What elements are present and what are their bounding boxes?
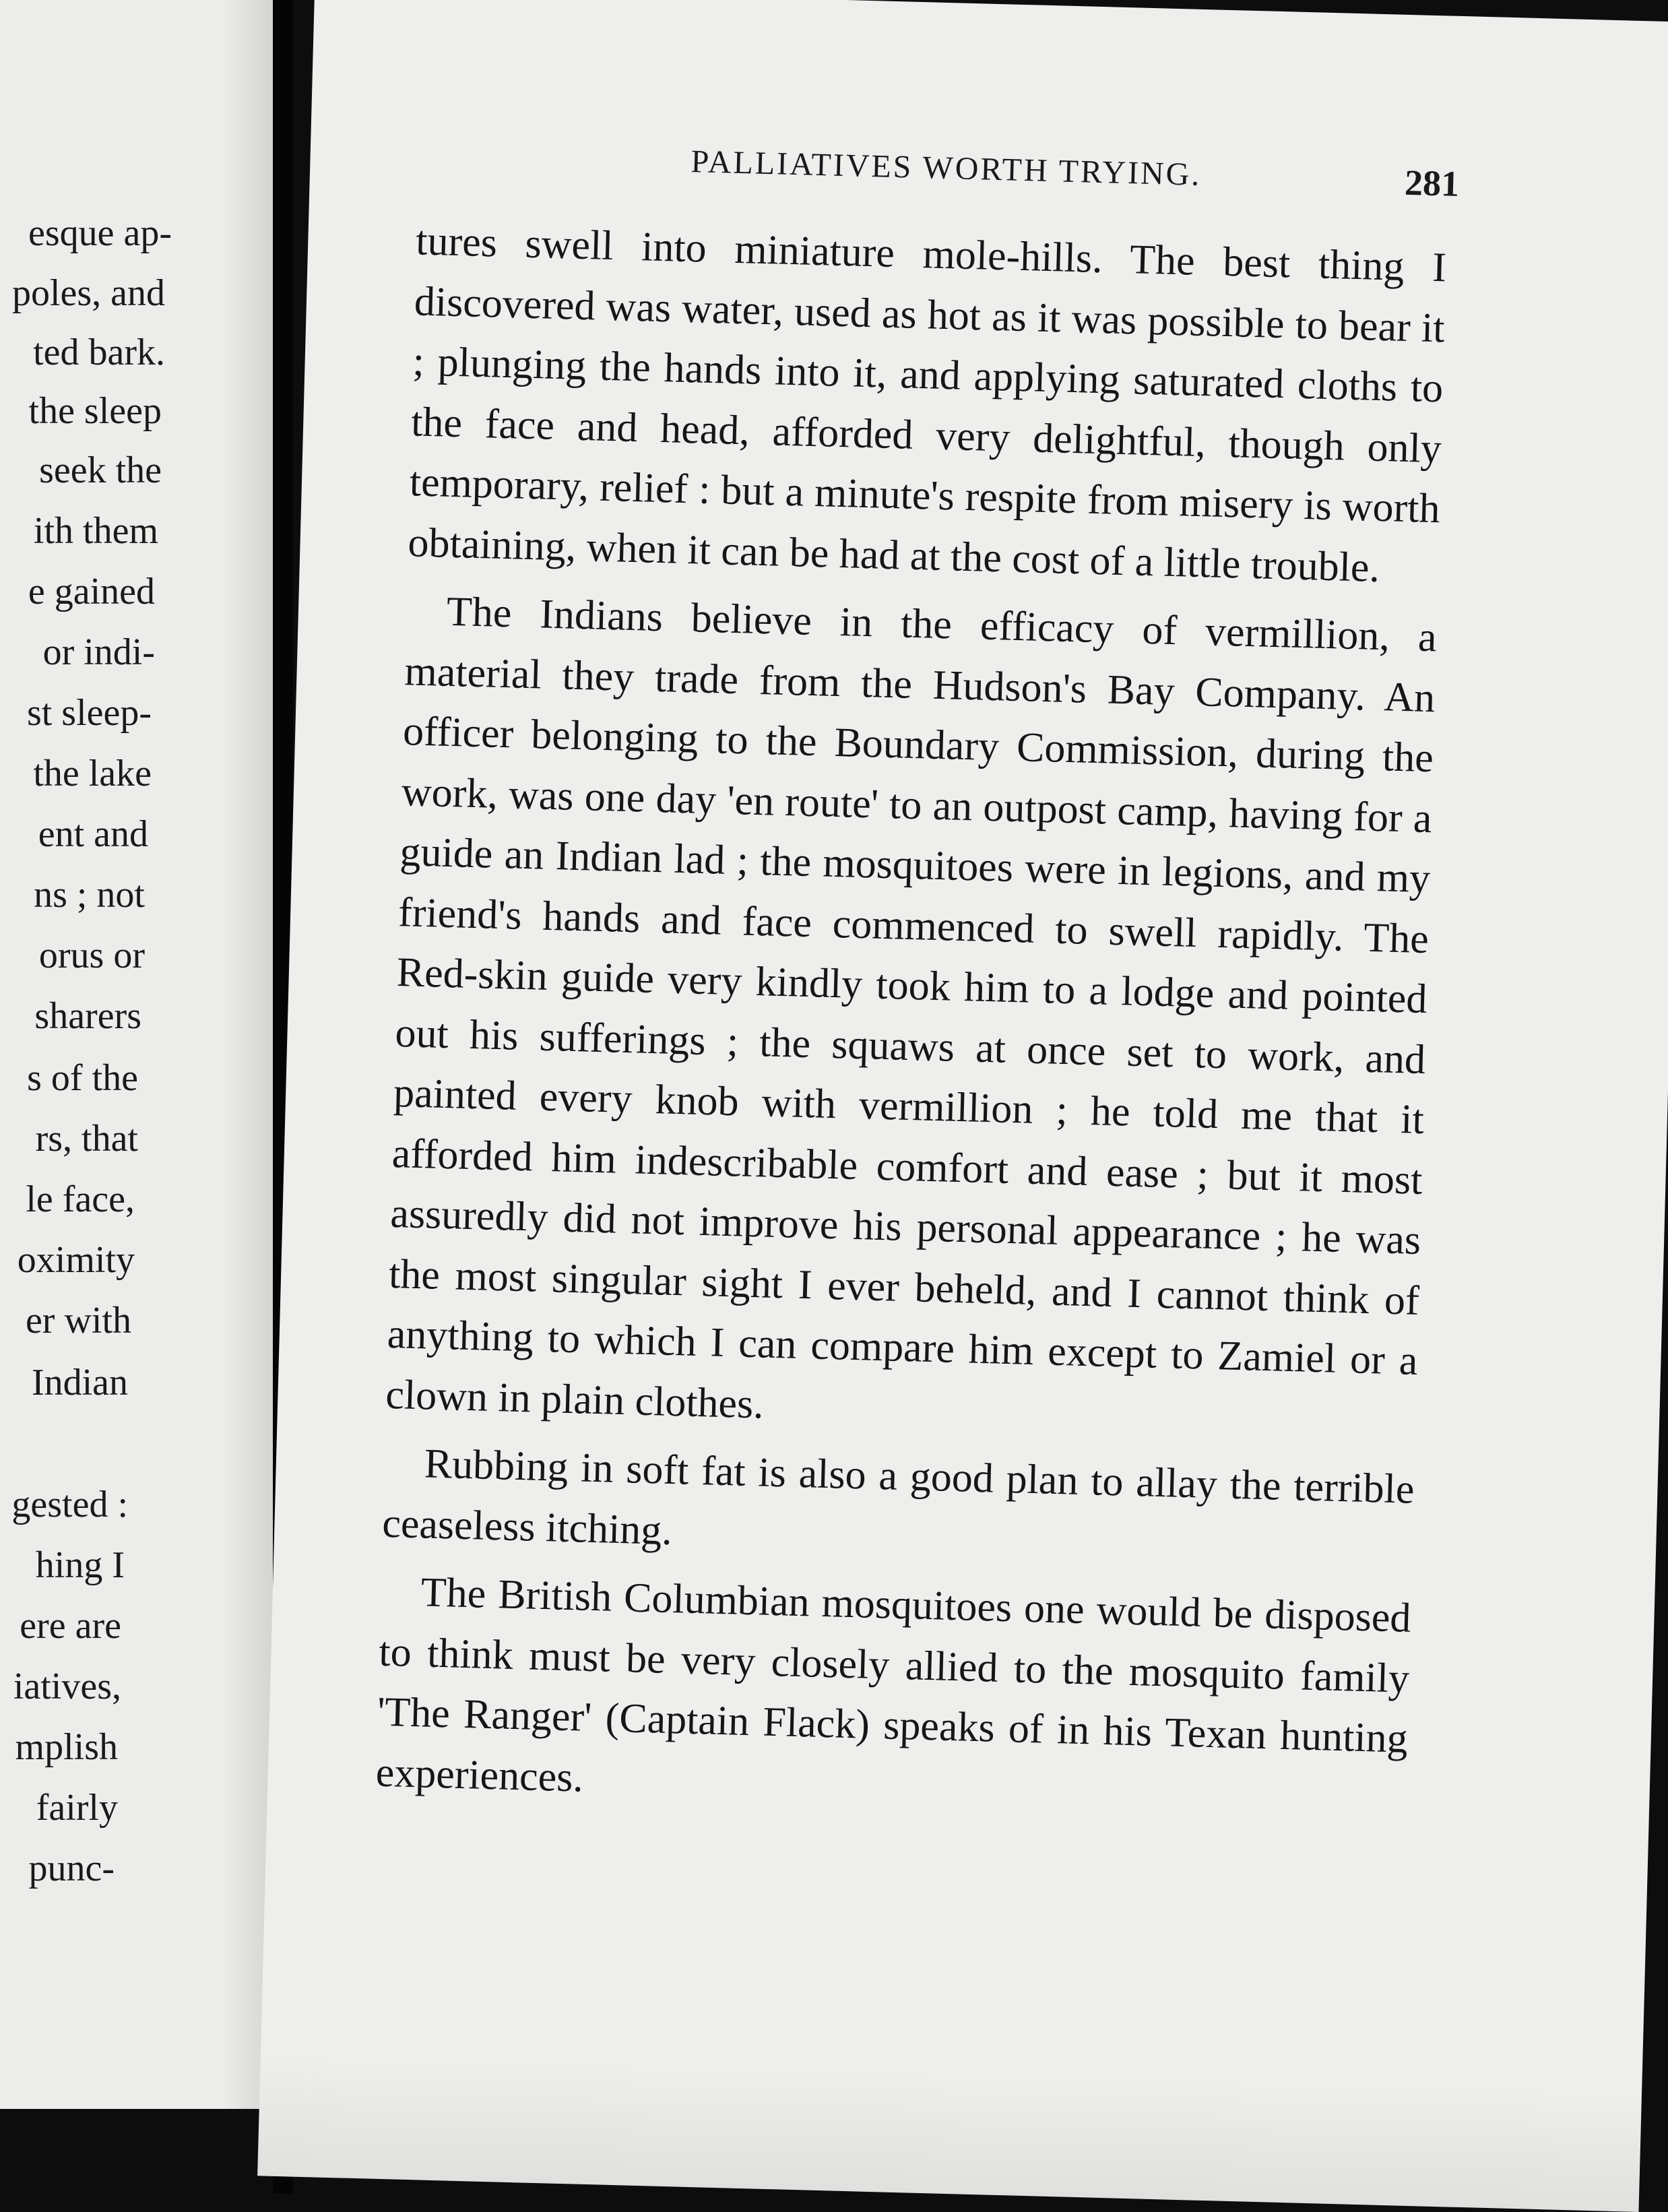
running-head: PALLIATIVES WORTH TRYING. [690, 144, 1202, 193]
left-page-line: ere are [20, 1605, 121, 1647]
left-page-line: orus or [38, 935, 145, 976]
left-page-line: gested : [11, 1484, 128, 1525]
body-text [375, 211, 1447, 1837]
paragraph: The Indians believe in the efficacy of vermillion, a material they trade from the Hudson's Bay Company. An officer belonging to the Boundary Commission, during the work, was one day 'en route' to an outpost camp, having for a guide an Indian lad ; the mosquitoes were in legions, and my friend's hands and face commenced to swell rapidly. The Red-skin guide very kindly took him to a lodge and pointed out his sufferings ; the squaws at once set to work, and painted every knob with vermillion ; he told me that it afforded him indescribable comfort and ease ; but it most assuredly did not improve his personal appearance ; he was the most singular sight I ever beheld, and I cannot think of anything to which I can compare him except to Zamiel or a clown in plain clothes. [385, 588, 1438, 1428]
left-page-line: st sleep- [26, 692, 152, 734]
left-page-line: punc- [28, 1847, 115, 1889]
left-page-line: rs, that [35, 1118, 138, 1160]
left-page-line: the sleep [28, 390, 162, 432]
page-number: 281 [1404, 162, 1460, 204]
left-page-line: ted bark. [33, 331, 165, 373]
left-page-line: esque ap- [28, 212, 172, 254]
left-page-line: ent and [38, 813, 148, 855]
left-page-line: seek the [39, 449, 162, 491]
left-page-line: ith them [33, 510, 158, 552]
left-page-line: the lake [33, 753, 152, 794]
left-page-line: fairly [36, 1787, 118, 1829]
left-page-line: hing I [35, 1544, 125, 1586]
page-curl-shadow [222, 0, 273, 2109]
left-page-line: s of the [27, 1057, 138, 1099]
left-page-line: e gained [28, 571, 155, 612]
left-page-line: le face, [26, 1178, 135, 1220]
paragraph: tures swell into miniature mole-hills. The best thing I discovered was water, used as hot as it was possible to bear it ; plunging the hands into it, and applying saturated cloths to the face and head, afforded very delightful, though only temporary, relief : but a minute's respite from misery is worth obtaining, when it can be had at the cost of a little trouble. [407, 218, 1447, 591]
left-page-line: poles, and [11, 272, 165, 314]
left-page-line: er with [25, 1300, 131, 1341]
left-page-line: or indi- [42, 631, 155, 673]
page-bottom-shadow [257, 2054, 1642, 2212]
left-page-line: iatives, [13, 1666, 121, 1707]
left-page-line: Indian [31, 1362, 128, 1403]
main-page [257, 0, 1668, 2212]
left-page-line: sharers [34, 995, 141, 1037]
left-page-line: ns ; not [34, 874, 145, 916]
facing-page-left [0, 0, 273, 2109]
left-page-line: mplish [15, 1726, 118, 1768]
paragraph: Rubbing in soft fat is also a good plan to allay the terrible ceaseless itching. [381, 1441, 1415, 1554]
left-page-line: oximity [17, 1239, 135, 1281]
paragraph: The British Columbian mosquitoes one would be disposed to think must be very closely allied to the mosquito family 'The Ranger' (Captain Flack) speaks of in his Texan hunting experiences. [375, 1569, 1412, 1801]
